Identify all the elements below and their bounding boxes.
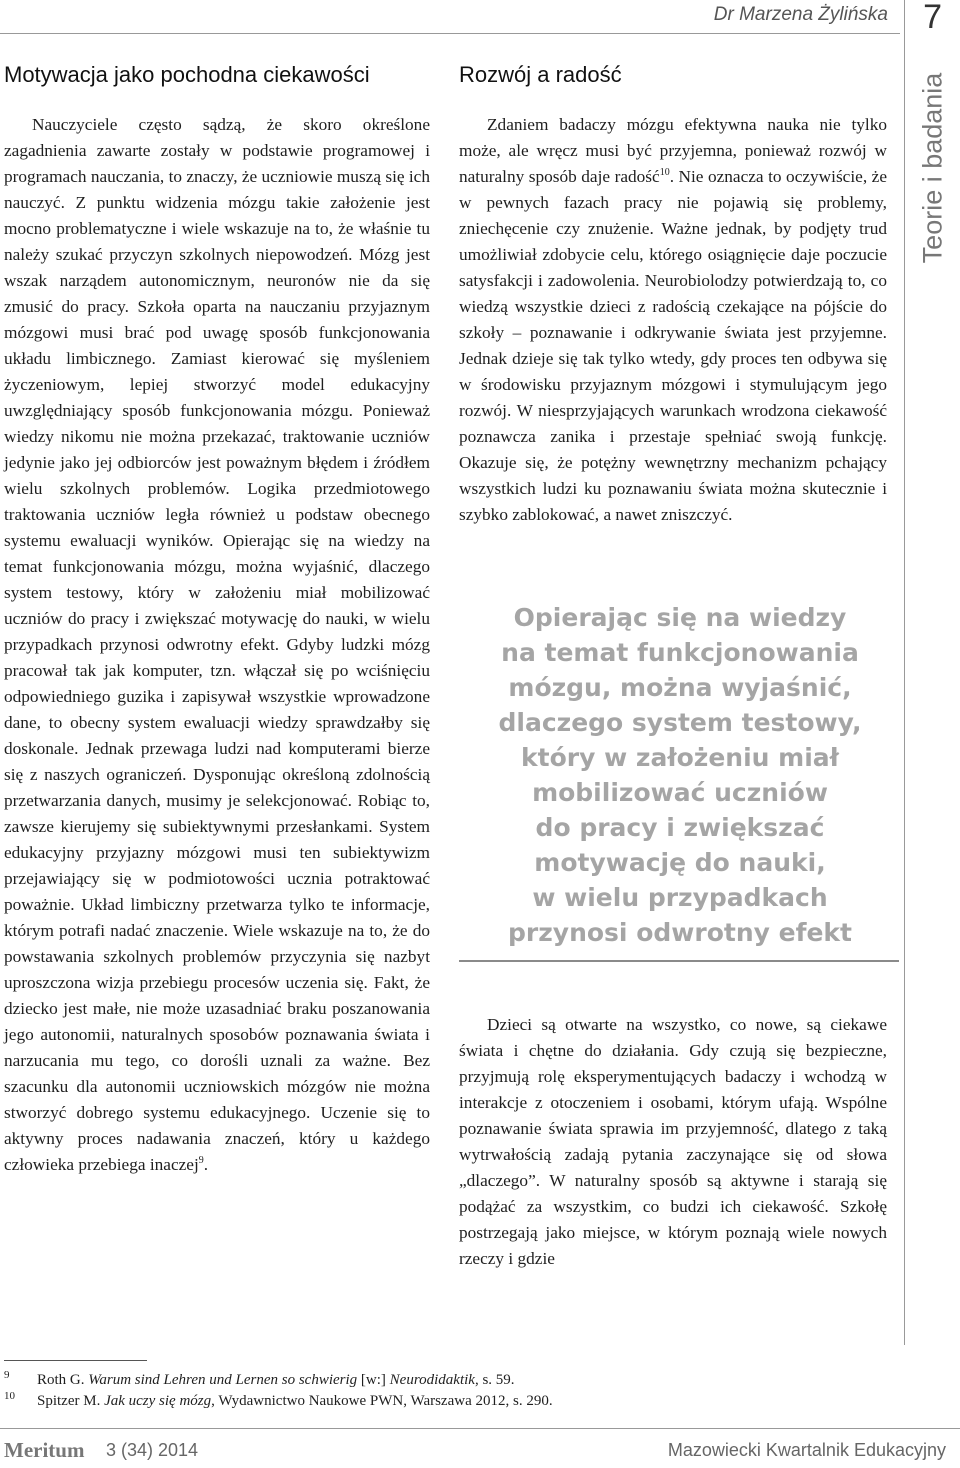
footnote-10 bbox=[4, 1391, 804, 1412]
footnote-author: Spitzer M. bbox=[37, 1393, 105, 1409]
footnote-number: 10 bbox=[4, 1390, 15, 1402]
footnote-divider bbox=[4, 1360, 147, 1361]
left-section-title: Motywacja jako pochodna ciekawości bbox=[4, 62, 370, 87]
footnote-details: , Wydawnictwo Naukowe PWN, Warszawa 2012, s. 290. bbox=[211, 1393, 553, 1409]
pull-quote-line: przynosi odwrotny efekt bbox=[508, 918, 852, 947]
footnote-9 bbox=[4, 1370, 804, 1391]
footer-brand: Meritum bbox=[4, 1438, 85, 1462]
pull-quote-line: mobilizować uczniów bbox=[532, 778, 828, 807]
pull-quote-line: do pracy i zwiększać bbox=[535, 813, 825, 842]
footnote-mid: [w:] bbox=[357, 1372, 390, 1388]
footnote-number: 9 bbox=[4, 1369, 10, 1381]
right-section-title: Rozwój a radość bbox=[459, 62, 622, 87]
pull-quote-divider bbox=[459, 960, 899, 962]
header-divider bbox=[0, 33, 900, 34]
right-column bbox=[459, 62, 887, 528]
right-body-text-1: Zdaniem badaczy mózgu efektywna nauka nie tylko może, ale wręcz musi być przyjemna, ponieważ rozwój w naturalny sposób daje radość bbox=[459, 115, 887, 186]
pull-quote-line: Opierając się na wiedzy bbox=[513, 603, 847, 632]
footnote-ref-9: 9 bbox=[198, 1155, 204, 1167]
pull-quote-line: w wielu przypadkach bbox=[532, 883, 828, 912]
right-body-paragraph-2: Dzieci są otwarte na wszystko, co nowe, są ciekawe świata i chętne do działania. Gdy czują się bezpieczne, przyjmują rolę eksperymentujących badaczy i wchodzą w interakcje z otoczeniem i osobami, którym ufają. Wspólne poznawanie świata sprawia im przyjemność, dlatego z taką wytrwałością zadają pytania zaczynające się od słowa „dlaczego”. W naturalny sposób są aktywne i starają się podążać za wszystkim, co budzi ich ciekawość. Szkołę postrzegają jako miejsce, w którym poznają wiele nowych rzeczy i gdzie bbox=[459, 1015, 887, 1268]
footer-issue: 3 (34) 2014 bbox=[106, 1440, 199, 1460]
footnotes bbox=[4, 1370, 804, 1412]
header-author: Dr Marzena Żylińska bbox=[713, 4, 888, 25]
footnote-title: Jak uczy się mózg bbox=[104, 1393, 212, 1409]
footnote-title: Warum sind Lehren und Lernen so schwierig bbox=[88, 1372, 358, 1388]
pull-quote-line: motywację do nauki, bbox=[534, 848, 826, 877]
page-number: 7 bbox=[923, 0, 942, 36]
pull-quote-line: mózgu, można wyjaśnić, bbox=[508, 673, 852, 702]
right-body-paragraph-1 bbox=[459, 112, 887, 528]
footer-journal: Mazowiecki Kwartalnik Edukacyjny bbox=[667, 1440, 946, 1460]
footer-divider bbox=[0, 1428, 960, 1429]
pull-quote bbox=[459, 600, 901, 954]
footnote-ref-10: 10 bbox=[659, 167, 670, 179]
right-body-text-2: . Nie oznacza to oczywiście, że w pewnych fazach pracy nie pojawią się problemy, zniechęcenie czy znużenie. Ważne jednak, by podjęty trud umożliwiał zdobycie celu, którego osiągnięcie daje poczucie satysfakcji i zadowolenia. Neurobiolodzy potwierdzają to, co wiedzą wszystkie dzieci z radością czekające na pójście do szkoły – poznawanie i odkrywanie świata jest przyjemne. Jednak dzieje się tak tylko wtedy, gdy proces ten odbywa się w środowisku przyjaznym mózgowi i stymulującym jego rozwój. W niesprzyjających warunkach wrodzona ciekawość poznawcza zanika i przestaje spełniać swoją funkcję. Okazuje się, że potężny wewnętrzny mechanizm pchający wszystkich ludzi ku poznawaniu świata można skutecznie i szybko zablokować, a nawet zniszczyć. bbox=[459, 167, 887, 524]
left-body-paragraph bbox=[4, 112, 430, 1178]
section-side-label bbox=[906, 45, 960, 290]
left-column bbox=[4, 62, 430, 1178]
section-side-label-text: Teorie i badania bbox=[917, 72, 948, 263]
pull-quote-line: który w założeniu miał bbox=[521, 743, 839, 772]
footnote-author: Roth G. bbox=[37, 1372, 89, 1388]
pull-quote-line: dlaczego system testowy, bbox=[498, 708, 862, 737]
footnote-details: , s. 59. bbox=[474, 1372, 515, 1388]
left-body-end: . bbox=[203, 1155, 209, 1174]
footnote-source: Neurodidaktik bbox=[389, 1372, 475, 1388]
left-body-text: Nauczyciele często sądzą, że skoro określone zagadnienia zawarte zostały w podstawie programowej i programach nauczania, to znaczy, że uczniowie muszą się ich nauczyć. Z punktu widzenia mózgu takie założenie jest mocno problematyczne i wiele wskazuje na to, że właśnie tu należy szukać przyczyn szkolnych niepowodzeń. Mózg jest wszak narządem autonomicznym, neuronów nie da się zmusić do pracy. Szkoła oparta na nauczaniu przyjaznym mózgowi musi brać pod uwagę sposób funkcjonowania układu limbicznego. Zamiast kierować się myśleniem życzeniowym, lepiej stworzyć model edukacyjny uwzględniający sposób funkcjonowania mózgu. Ponieważ wiedzy nikomu nie można przekazać, traktowanie uczniów jedynie jako jej odbiorców jest poważnym błędem i źródłem wielu szkolnych problemów. Logika przedmiotowego traktowania uczniów legła również u podstaw obecnego systemu ewaluacji wyników. Opierając się na wiedzy na temat funkcjonowania mózgu, można wyjaśnić, dlaczego system testowy, który w założeniu miał mobilizować uczniów do pracy i zwiększać motywację do nauki, w wielu przypadkach przynosi odwrotny efekt. Gdyby ludzki mózg pracował tak jak komputer, tzn. włączał się po wciśnięciu odpowiedniego guzika i zapisywał wszystkie wprowadzone dane, to obecny system ewaluacji wiedzy sprawdzałby się doskonale. Jednak przewaga ludzi nad komputerami bierze się z naszych ograniczeń. Dysponując określoną zdolnością przetwarzania danych, musimy je selekcjonować. Robiąc to, zawsze kierujemy się subiektywnymi przesłankami. System edukacyjny przyjazny mózgowi musi ten subiektywizm przejawiający się w podmiotowości ucznia potraktować poważnie. Układ limbiczny przetwarza tylko te informacje, którym potrafi nadać znaczenie. Wiele wskazuje na to, że do powstawania szkolnych problemów przyczynia się nazbyt uproszczona wizja przebiegu procesów uczenia się. Fakt, że dziecko jest małe, nie może uzasadniać braku poszanowania jego autonomii, naturalnych sposobów poznawania świata i narzucania mu tego, co dorośli uznali za ważne. Bez szacunku dla autonomii uczniowskich mózgów nie można stworzyć dobrego systemu edukacyjnego. Uczenie się to aktywny proces nadawania znaczeń, który u każdego człowieka przebiega inaczej bbox=[4, 115, 430, 1174]
side-divider bbox=[904, 0, 905, 1345]
right-column-continued bbox=[459, 1012, 887, 1272]
pull-quote-line: na temat funkcjonowania bbox=[501, 638, 859, 667]
